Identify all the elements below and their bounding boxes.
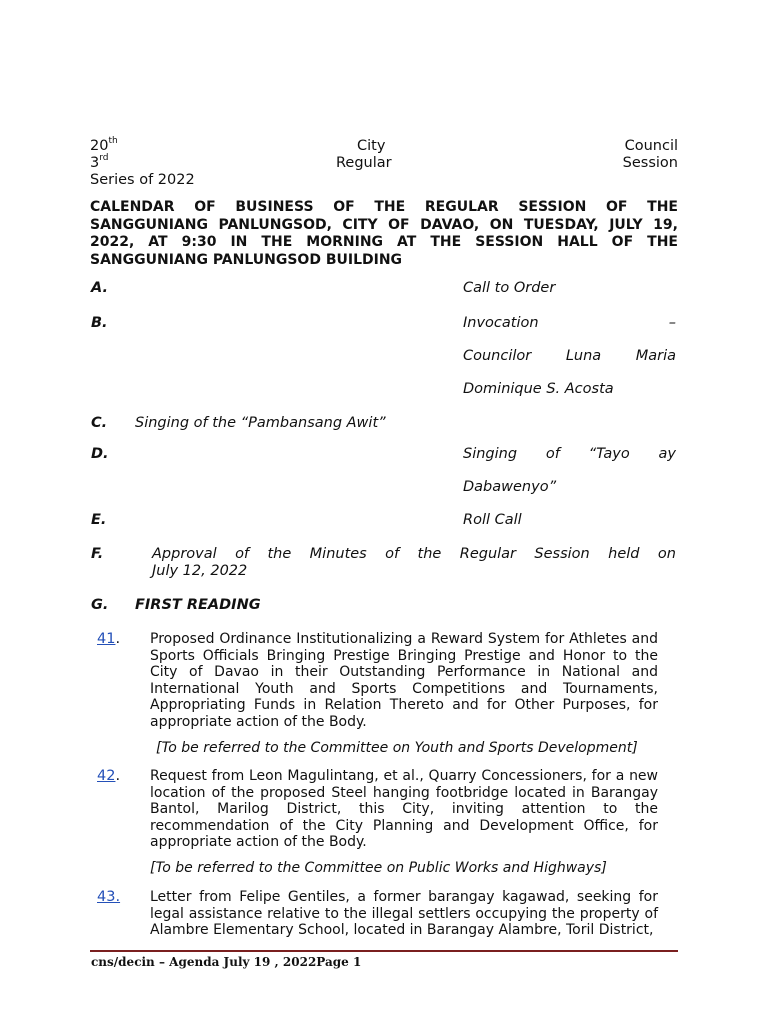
item-letter-f: F.	[91, 546, 104, 562]
invocation-label: Invocation	[463, 315, 539, 331]
word: held	[608, 546, 640, 562]
entry-number-suffix: .	[115, 768, 121, 784]
item-singing-tayo	[463, 446, 676, 463]
entry-number-42	[97, 768, 120, 784]
word: Councilor	[463, 348, 532, 364]
invocation-councilor-name: Dominique S. Acosta	[463, 381, 614, 397]
word: Approval	[152, 546, 217, 562]
series-label: Series of 2022	[90, 172, 195, 188]
item-roll-call: Roll Call	[463, 512, 522, 528]
header-city: City	[357, 138, 386, 154]
entry-number-43	[97, 889, 120, 905]
entry-41-text: Proposed Ordinance Institutionalizing a Reward System for Athletes and Sports Officials Bringing Prestige Bringing Prestige and Honor to the City of Davao in their Outstanding Performance in National and International Youth and Sports Competitions and Tournaments, Appropriating Funds in Relation Thereto and for Other Purposes, for appropriate action of the Body.	[150, 631, 658, 730]
item-national-anthem: Singing of the “Pambansang Awit”	[135, 415, 386, 431]
entry-42-link[interactable]: 42	[97, 768, 116, 784]
item-singing-tayo-line2: Dabawenyo”	[463, 479, 557, 495]
word: the	[417, 546, 442, 562]
item-letter-b: B.	[91, 315, 108, 331]
entry-number-suffix: .	[115, 631, 121, 647]
item-approval-date: July 12, 2022	[152, 563, 248, 579]
footer-rule	[90, 950, 678, 952]
item-letter-g: G.	[91, 597, 109, 613]
entry-42-referral: [To be referred to the Committee on Public Works and Highways]	[150, 860, 607, 876]
header-council: Council	[624, 138, 678, 154]
entry-43-link[interactable]: 43.	[97, 889, 121, 905]
entry-43-text: Letter from Felipe Gentiles, a former barangay kagawad, seeking for legal assistance relative to the illegal settlers occupying the property of Alambre Elementary School, located in Barangay Alambre, Toril District,	[150, 889, 658, 939]
section-first-reading: FIRST READING	[135, 597, 261, 613]
word: “Tayo	[588, 446, 630, 462]
entry-number-41	[97, 631, 120, 647]
entry-42-text: Request from Leon Magulintang, et al., Quarry Concessioners, for a new location of the proposed Steel hanging footbridge located in Barangay Bantol, Marilog District, this City, inviting attention to the recommendation of the City Planning and Development Office, for appropriate action of the Body.	[150, 768, 658, 851]
item-letter-d: D.	[91, 446, 109, 462]
item-invocation	[463, 315, 676, 332]
word: on	[657, 546, 676, 562]
page-footer: cns/decin – Agenda July 19 , 2022Page 1	[91, 955, 362, 969]
header-regular: Regular	[336, 155, 392, 171]
item-approval-minutes	[152, 546, 676, 563]
item-letter-e: E.	[91, 512, 107, 528]
word: ay	[658, 446, 676, 462]
header-session: Session	[622, 155, 678, 171]
session-number: 20th	[90, 136, 118, 154]
entry-41-referral: [To be referred to the Committee on Youth and Sports Development]	[156, 740, 638, 756]
word: Luna	[565, 348, 602, 364]
item-letter-c: C.	[91, 415, 108, 431]
header-line-2	[90, 155, 678, 172]
word: of	[235, 546, 250, 562]
word: Regular	[459, 546, 517, 562]
word: of	[545, 446, 560, 462]
word: of	[385, 546, 400, 562]
header-line-1	[90, 138, 678, 155]
regular-session-number: 3rd	[90, 153, 109, 171]
item-letter-a: A.	[91, 280, 108, 296]
word: Session	[534, 546, 590, 562]
invocation-dash: –	[668, 315, 676, 331]
invocation-councilor-line	[463, 348, 676, 365]
word: Minutes	[309, 546, 367, 562]
document-title: CALENDAR OF BUSINESS OF THE REGULAR SESSION OF THE SANGGUNIANG PANLUNGSOD, CITY OF DAVAO, ON TUESDAY, JULY 19, 2022, AT 9:30 IN THE MORNING AT THE SESSION HALL OF THE SANGGUNIANG PANLUNGSOD BUILDING	[90, 199, 678, 268]
item-call-to-order: Call to Order	[463, 280, 556, 296]
word: Singing	[463, 446, 518, 462]
entry-41-link[interactable]: 41	[97, 631, 116, 647]
word: the	[267, 546, 292, 562]
word: Maria	[635, 348, 676, 364]
